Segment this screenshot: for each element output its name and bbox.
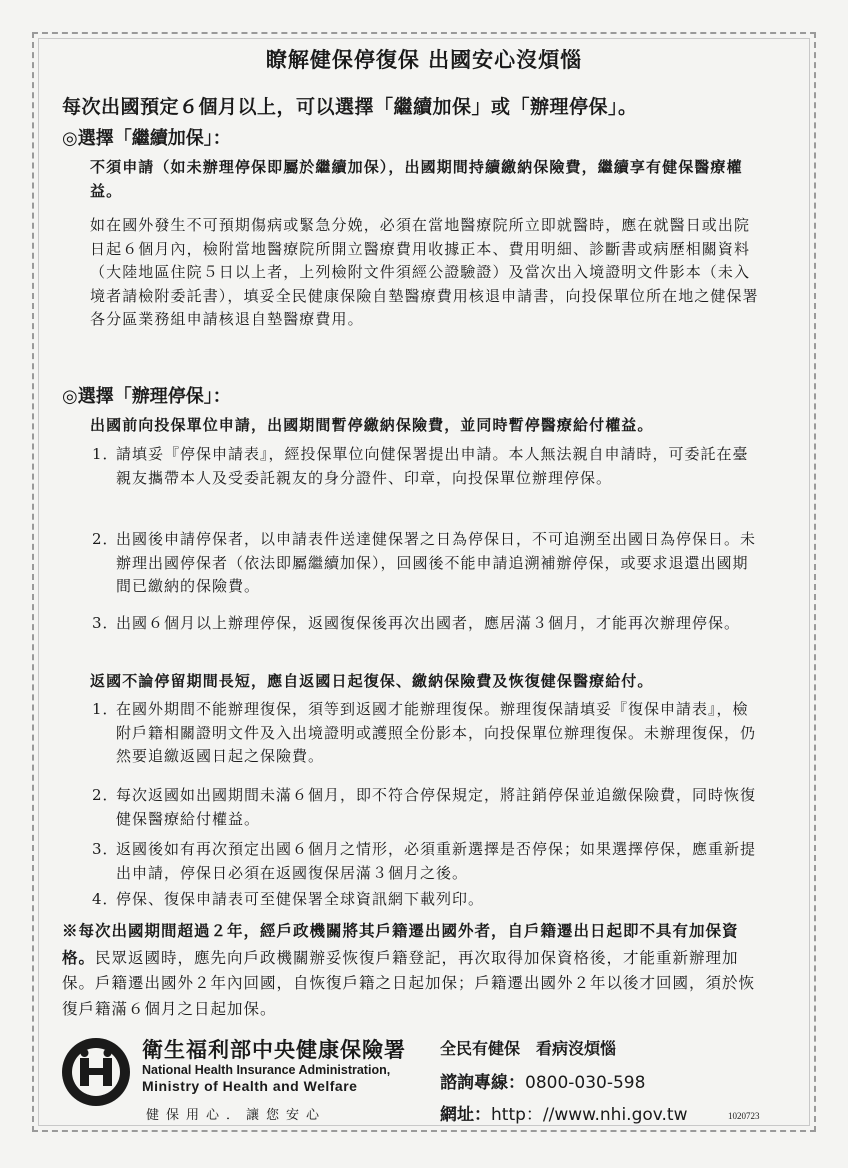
campaign-slogan: 全民有健保 看病沒煩惱: [440, 1039, 617, 1058]
note-paragraph: [62, 918, 767, 1022]
list-item-text: 返國後如有再次預定出國６個月之情形，必須重新選擇是否停保；如果選擇停保，應重新提出申請，停保日必須在返國復保居滿３個月之後。: [116, 840, 757, 882]
website: [440, 1100, 688, 1125]
section1-para1-text: 不須申請（如未辦理停保即屬於繼續加保），出國期間持續繳納保險費，繼續享有健保醫療權益。: [90, 158, 743, 200]
hotline-number: 0800-030-598: [525, 1073, 646, 1093]
list-item-number: 1．: [92, 445, 119, 463]
note-text: 民眾返國時，應先向戶政機關辦妥恢復戶籍登記，再次取得加保資格後，才能重新辦理加保。戶籍遷出國外２年內回國，自恢復戶籍之日起加保；戶籍遷出國外２年以後才回國，須於恢復戶籍滿６個月之日起加保。: [62, 948, 756, 1018]
list-item-number: 2．: [92, 530, 119, 548]
section1-para1: [90, 156, 760, 203]
list-item: [92, 443, 762, 490]
list-item: [92, 528, 762, 599]
intro-text: 每次出國預定６個月以上，可以選擇「繼續加保」或「辦理停保」。: [62, 96, 638, 118]
list-item-number: 2．: [92, 786, 119, 804]
list-item-number: 4．: [92, 890, 119, 908]
list-item-number: 1．: [92, 700, 119, 718]
org-name-en-line1: National Health Insurance Administration,: [142, 1063, 391, 1077]
org-name-en-line2: Ministry of Health and Welfare: [142, 1078, 358, 1094]
list-item-text: 出國後申請停保者，以申請表件送達健保署之日為停保日，不可追溯至出國日為停保日。未辦理出國停保者（依法即屬繼續加保），回國後不能申請追溯補辦停保，或要求退還出國期間已繳納的保險費。: [116, 530, 757, 595]
list-item-number: 3．: [92, 840, 119, 858]
section1-heading: ◎選擇「繼續加保」：: [62, 128, 231, 149]
hotline-label: 諮詢專線：: [440, 1073, 525, 1093]
website-label: 網址：: [440, 1105, 491, 1125]
hotline: [440, 1068, 645, 1093]
list-item-text: 請填妥『停保申請表』，經投保單位向健保署提出申請。本人無法親自申請時，可委託在臺親友攜帶本人及受委託親友的身分證件、印章，向投保單位辦理停保。: [116, 445, 749, 487]
page-title: 瞭解健保停復保 出國安心沒煩惱: [265, 47, 583, 72]
org-slogan: 健保用心．讓您安心: [146, 1108, 327, 1123]
section1-para2: [90, 214, 760, 332]
list-item: [92, 612, 762, 636]
footer: [60, 1030, 780, 1130]
document-number: 1020723: [728, 1111, 760, 1121]
org-name-zh: 衛生福利部中央健康保險署: [142, 1038, 406, 1062]
list-item-text: 停保、復保申請表可至健保署全球資訊網下載列印。: [116, 890, 485, 908]
section2-lead: 出國前向投保單位申請，出國期間暫停繳納保險費，並同時暫停醫療給付權益。: [90, 416, 654, 434]
list-item: [92, 698, 762, 769]
website-url[interactable]: http：//www.nhi.gov.tw: [491, 1105, 688, 1125]
list-item: [92, 838, 762, 885]
list-item-text: 在國外期間不能辦理復保，須等到返國才能辦理復保。辦理復保請填妥『復保申請表』，檢附戶籍相關證明文件及入出境證明或護照全份影本，向投保單位辦理復保。未辦理復保，仍然要追繳返國日起之保險費。: [116, 700, 757, 765]
nhi-logo-icon: [60, 1036, 132, 1108]
list-item-text: 每次返國如出國期間未滿６個月，即不符合停保規定，將註銷停保並追繳保險費，同時恢復健保醫療給付權益。: [116, 786, 757, 828]
list-item: [92, 784, 762, 831]
list-item-number: 3．: [92, 614, 119, 632]
list-item: [92, 888, 762, 912]
section2-lead2: 返國不論停留期間長短，應自返國日起復保、繳納保險費及恢復健保醫療給付。: [90, 672, 654, 690]
list-item-text: 出國６個月以上辦理停保，返國復保後再次出國者，應居滿３個月，才能再次辦理停保。: [116, 614, 741, 632]
section2-heading: ◎選擇「辦理停保」：: [62, 386, 231, 407]
note-bold-text: ※每次出國期間超過２年，經戶政機關將其戶籍遷出國外者，自戶籍遷出日起即不具有加保資格。: [62, 921, 739, 967]
section1-para2-text: 如在國外發生不可預期傷病或緊急分娩，必須在當地醫療院所立即就醫時，應在就醫日或出院日起６個月內，檢附當地醫療院所開立醫療費用收據正本、費用明細、診斷書或病歷相關資料（大陸地區住院５日以上者，上列檢附文件須經公證驗證）及當次出入境證明文件影本（未入境者請檢附委託書），填妥全民健康保險自墊醫療費用核退申請書，向投保單位所在地之健保署各分區業務組申請核退自墊醫療費用。: [90, 216, 759, 328]
